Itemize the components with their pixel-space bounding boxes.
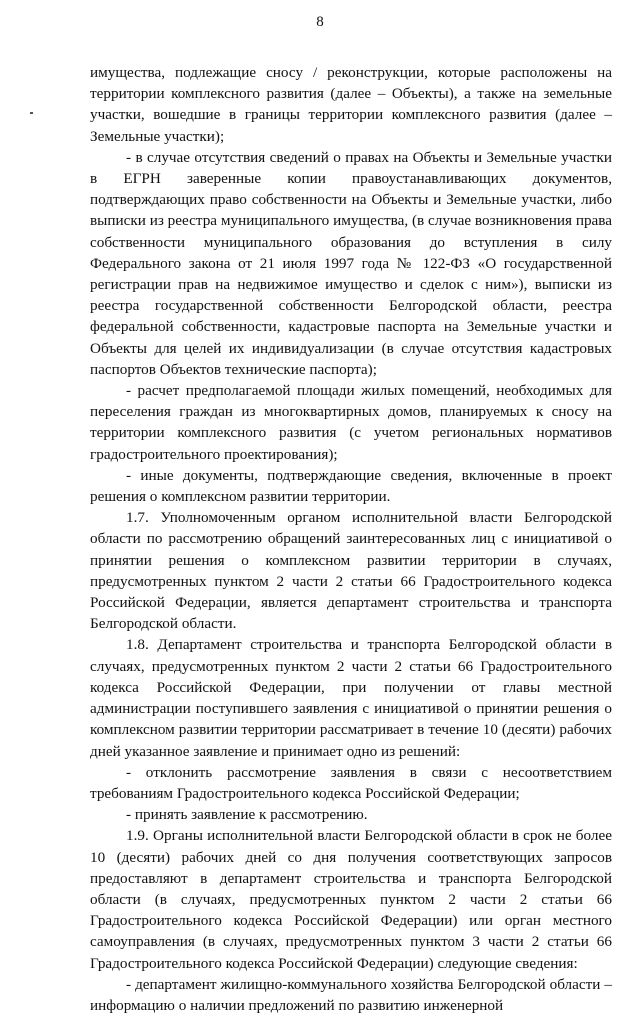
- paragraph-egrn-documents: - в случае отсутствия сведений о правах на Объекты и Земельные участки в ЕГРН заверенные копии правоустанавливающих документов, подтверждающих право собственности на Объекты и Земельные участки, либо выписки из реестра муниципального имущества, (в случае возникновения права собственности муниципального образования до вступления в силу Федерального закона от 21 июля 1997 года № 122-ФЗ «О государственной регистрации прав на недвижимое имущество и сделок с ним»), выписки из реестра государственной собственности Белгородской области, реестра федеральной собственности, кадастровые паспорта на Земельные участки и Объекты для целей их индивидуализации (в случае отсутствия кадастровых паспортов Объектов технические паспорта);: [90, 148, 612, 378]
- paragraph-accept-option: - принять заявление к рассмотрению.: [126, 806, 368, 824]
- paragraph-housing-area-calculation: - расчет предполагаемой площади жилых помещений, необходимых для переселения граждан из многоквартирных домов, планируемых к сносу на территории комплексного развития (с учетом региональных нормативов градостроительного проектирования);: [90, 382, 612, 463]
- paragraph-1-8: 1.8. Департамент строительства и транспорта Белгородской области в случаях, предусмотренных пунктом 2 части 2 статьи 66 Градостроительного кодекса Российской Федерации, при получении от главы местной администрации поступившего заявления с инициативой о принятии решения о комплексном развитии территории рассматривает в течение 10 (десяти) рабочих дней указанное заявление и принимает одно из решений:: [90, 636, 612, 760]
- document-body: [90, 62, 612, 1016]
- paragraph-objects-continuation: имущества, подлежащие сносу / реконструкции, которые расположены на территории комплексного развития (далее – Объекты), а также на земельные участки, вошедшие в границы территории комплексного развития (далее – Земельные участки);: [90, 64, 612, 145]
- paragraph-reject-option: - отклонить рассмотрение заявления в связи с несоответствием требованиям Градостроительного кодекса Российской Федерации;: [90, 763, 612, 802]
- page-number: 8: [316, 14, 324, 30]
- paragraph-housing-department: - департамент жилищно-коммунального хозяйства Белгородской области – информацию о наличии предложений по развитию инженерной: [90, 975, 612, 1014]
- paragraph-1-9: 1.9. Органы исполнительной власти Белгородской области в срок не более 10 (десяти) рабочих дней со дня получения соответствующих запросов предоставляют в департамент строительства и транспорта Белгородской области (в случаях, предусмотренных пунктом 2 части 2 статьи 66 Градостроительного кодекса Российской Федерации) или орган местного самоуправления (в случаях, предусмотренных пунктом 3 части 2 статьи 66 Градостроительного кодекса Российской Федерации) следующие сведения:: [90, 827, 612, 972]
- paragraph-1-7: 1.7. Уполномоченным органом исполнительной власти Белгородской области по рассмотрению обращений заинтересованных лиц с инициативой о принятии решения о комплексном развитии территории в случаях, предусмотренных пунктом 2 части 2 статьи 66 Градостроительного кодекса Российской Федерации, является департамент строительства и транспорта Белгородской области.: [90, 509, 612, 633]
- margin-mark: [30, 112, 33, 114]
- paragraph-other-documents: - иные документы, подтверждающие сведения, включенные в проект решения о комплексном развитии территории.: [90, 466, 612, 506]
